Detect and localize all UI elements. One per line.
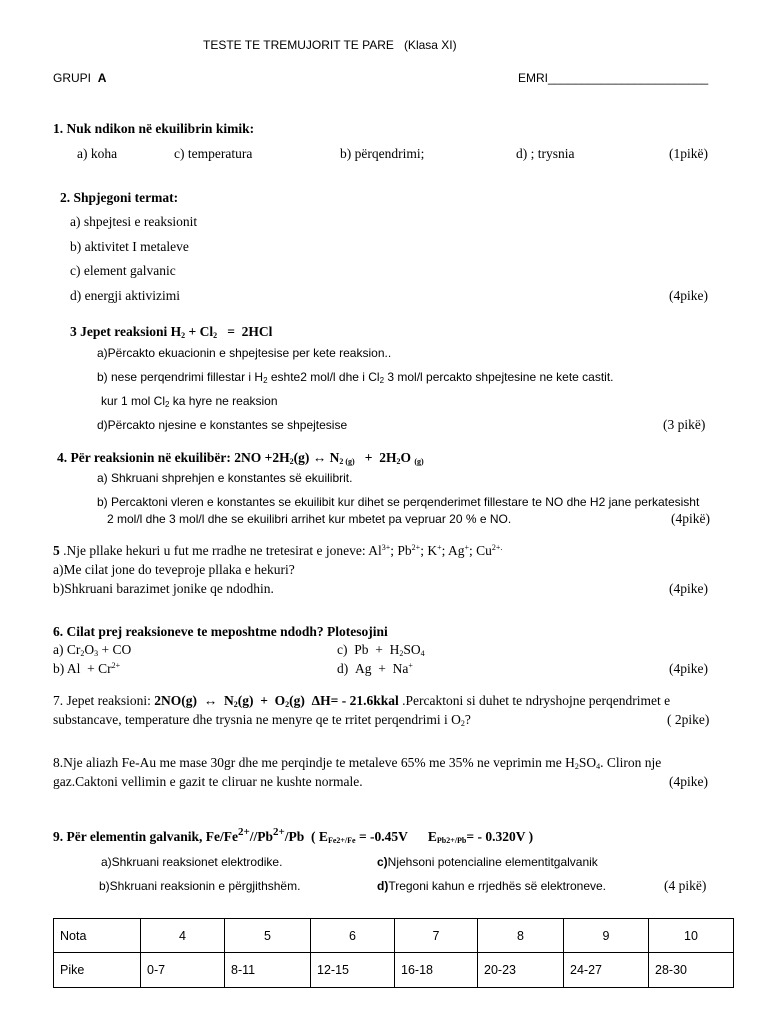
q1-title: 1. Nuk ndikon në ekuilibrin kimik: bbox=[53, 121, 255, 136]
q2-item-c: c) element galvanic bbox=[70, 263, 176, 278]
grade-table bbox=[53, 918, 734, 988]
q3-item-a: a)Përcakto ekuacionin e shpejtesise per kete reaksion.. bbox=[97, 346, 392, 360]
q6-reaction-b: b) $Al + Cr^{2+}$ bbox=[53, 661, 121, 676]
q9-item-c: c)Njehsoni potencialine elementitgalvanik bbox=[377, 855, 598, 869]
grade-row-label: Nota bbox=[54, 919, 141, 953]
q9-points: (4 pikë) bbox=[664, 878, 707, 893]
q8-line1: 8.Nje aliazh Fe-Au me mase 30gr dhe me perqindje te metaleve 65% me 35% ne veprimin me $H_2SO_4$. Cliron nje bbox=[53, 755, 662, 771]
name-field: EMRI________________________ bbox=[518, 71, 709, 85]
q9-title: 9. Për elementin galvanik, $Fe/Fe^{2+}//Pb^{2+}/Pb$ ( $E_{Fe2+/Fe} = -0.45V$ $E_{Pb2+/Pb}= - 0.320V$ ) bbox=[53, 826, 534, 845]
grade-cell: 10 bbox=[649, 919, 734, 953]
q9-item-b: b)Shkruani reaksionin e përgjithshëm. bbox=[99, 879, 301, 893]
q2-title: 2. Shpjegoni termat: bbox=[60, 190, 179, 205]
q2-item-d: d) energji aktivizimi bbox=[70, 288, 180, 303]
grade-cell: 9 bbox=[564, 919, 649, 953]
q4-item-b-cont: 2 mol/l dhe 3 mol/l dhe se ekuilibri arrihet kur mbetet pa vepruar 20 % e NO. bbox=[107, 512, 512, 526]
points-range-cell: 8-11 bbox=[225, 953, 311, 988]
q4-points: (4pikë) bbox=[671, 511, 710, 526]
q2-points: (4pike) bbox=[669, 288, 708, 303]
grade-cell: 4 bbox=[141, 919, 225, 953]
points-row-label: Pike bbox=[54, 953, 141, 988]
points-row bbox=[54, 953, 734, 988]
q6-title: 6. Cilat prej reaksioneve te meposhtme ndodh? Plotesojini bbox=[53, 624, 388, 639]
q2-item-b: b) aktivitet I metaleve bbox=[70, 239, 189, 254]
q1-points: (1pikë) bbox=[669, 146, 708, 161]
q6-reaction-c: c) $Pb + H_2SO_4$ bbox=[337, 642, 425, 658]
points-range-cell: 24-27 bbox=[564, 953, 649, 988]
points-range-cell: 12-15 bbox=[311, 953, 395, 988]
q3-title: 3 Jepet reaksioni $H_2 + Cl_2 = 2HCl$ bbox=[70, 324, 273, 340]
q9-item-d: d)Tregoni kahun e rrjedhës së elektroneve. bbox=[377, 879, 607, 893]
q7-line1: 7. Jepet reaksioni: 2NO(g) ↔ $N_2(g) + O_2(g)$ ΔH= - 21.6kkal .Percaktoni si duhet te ndryshojne perqendrimet e bbox=[53, 693, 671, 709]
grade-cell: 6 bbox=[311, 919, 395, 953]
grade-cell: 5 bbox=[225, 919, 311, 953]
q1-option-d: d) ; trysnia bbox=[516, 146, 575, 161]
grade-cell: 8 bbox=[478, 919, 564, 953]
points-range-cell: 20-23 bbox=[478, 953, 564, 988]
q2-item-a: a) shpejtesi e reaksionit bbox=[70, 214, 198, 229]
test-title: TESTE TE TREMUJORIT TE PARE (Klasa XI) bbox=[203, 38, 457, 52]
q7-points: ( 2pike) bbox=[667, 712, 710, 727]
q1-option-c: c) temperatura bbox=[174, 146, 253, 161]
points-range-cell: 28-30 bbox=[649, 953, 734, 988]
q5-points: (4pike) bbox=[669, 581, 708, 596]
q3-item-b-cont: kur 1 mol $Cl_2$ ka hyre ne reaksion bbox=[101, 394, 278, 409]
q3-points: (3 pikë) bbox=[663, 417, 706, 432]
grade-cell: 7 bbox=[395, 919, 478, 953]
q1-option-b: b) përqendrimi; bbox=[340, 146, 425, 161]
q6-reaction-a: a) $Cr_2O_3$ + CO bbox=[53, 642, 132, 658]
points-range-cell: 0-7 bbox=[141, 953, 225, 988]
q6-points: (4pike) bbox=[669, 661, 708, 676]
q8-points: (4pike) bbox=[669, 774, 708, 789]
q5-item-a: a)Me cilat jone do teveproje pllaka e hekuri? bbox=[53, 562, 295, 577]
q3-item-d: d)Përcakto njesine e konstantes se shpejtesise bbox=[97, 418, 348, 432]
points-range-cell: 16-18 bbox=[395, 953, 478, 988]
q3-item-b: b) nese perqendrimi fillestar i $H_2$ eshte2 mol/l dhe i $Cl_2$ 3 mol/l percakto shpejtesine ne kete castit. bbox=[97, 370, 614, 385]
q6-reaction-d: d) Ag + Na+ bbox=[337, 661, 413, 676]
q5-intro: 5 .Nje pllake hekuri u fut me rradhe ne tretesirat e joneve: $Al^{3+}$; $Pb^{2+}$; K+; Ag+; $Cu^{2+.}$ bbox=[53, 543, 503, 558]
q4-item-a: a) Shkruani shprehjen e konstantes së ekuilibrit. bbox=[97, 471, 353, 485]
q1-option-a: a) koha bbox=[77, 146, 118, 161]
q4-title: 4. Për reaksionin në ekuilibër: $2NO +2H_2(g)$ ↔ $N_{2 (g)} + 2H_2O$ $_{(g)}$ bbox=[57, 450, 424, 466]
q8-line2: gaz.Caktoni vellimin e gazit te cliruar ne kushte normale. bbox=[53, 774, 363, 789]
q9-item-a: a)Shkruani reaksionet elektrodike. bbox=[101, 855, 283, 869]
group-label: GRUPI A bbox=[53, 71, 107, 85]
q4-item-b: b) Percaktoni vleren e konstantes se ekuilibit kur dihet se perqenderimet fillestare te NO dhe H2 jane perkatesisht bbox=[97, 495, 700, 509]
q5-item-b: b)Shkruani barazimet jonike qe ndodhin. bbox=[53, 581, 274, 596]
q7-line2: substancave, temperature dhe trysnia ne menyre qe te rritet perqendrimi i $O_2$? bbox=[53, 712, 471, 728]
grade-row bbox=[54, 919, 734, 953]
